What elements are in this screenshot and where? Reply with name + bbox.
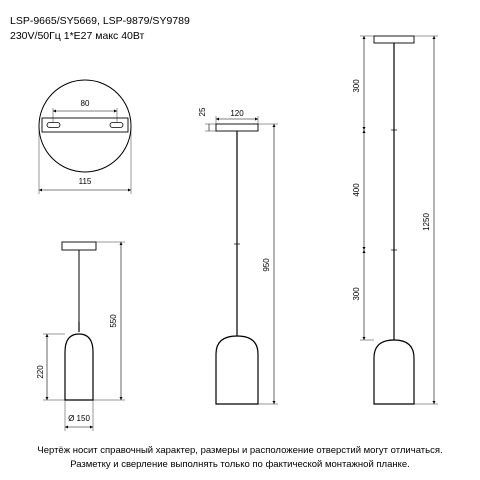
height-label-long: 1250 [422,213,431,231]
footer-line-1: Чертёж носит справочный характер, размеры и расположение отверстий могут отличаться. [37,445,443,456]
lamp-short [36,242,125,431]
model-numbers: LSP-9665/SY5669, LSP-9879/SY9789 [10,15,190,27]
canopy-short [62,242,96,250]
canopy-height-label: 25 [198,107,207,117]
height-label-short: 550 [109,314,118,328]
shade-diameter-label: Ø 150 [68,414,90,423]
rod-middle-label: 400 [352,183,361,197]
hole-spacing-label: 80 [80,99,90,108]
rod-bottom-label: 300 [352,287,361,301]
lamp-long [352,36,438,404]
footer-note [0,444,480,472]
shade-medium [216,336,258,404]
canopy-long [374,36,414,43]
canopy-top-view [39,80,131,194]
height-label-medium: 950 [262,258,271,272]
shade-height-label: 220 [36,365,45,379]
mounting-plate [42,118,128,132]
canopy-width-label: 120 [230,109,244,118]
rod-top-label: 300 [352,79,361,93]
canopy-diameter-label: 115 [78,177,92,186]
lamp-medium [198,107,278,404]
shade-long [374,340,414,404]
electrical-specs: 230V/50Гц 1*E27 макс 40Вт [10,30,145,42]
shade-short [65,322,93,400]
footer-line-2: Разметку и сверление выполнять только по фактической монтажной планке. [70,459,410,470]
canopy-medium [216,124,258,131]
